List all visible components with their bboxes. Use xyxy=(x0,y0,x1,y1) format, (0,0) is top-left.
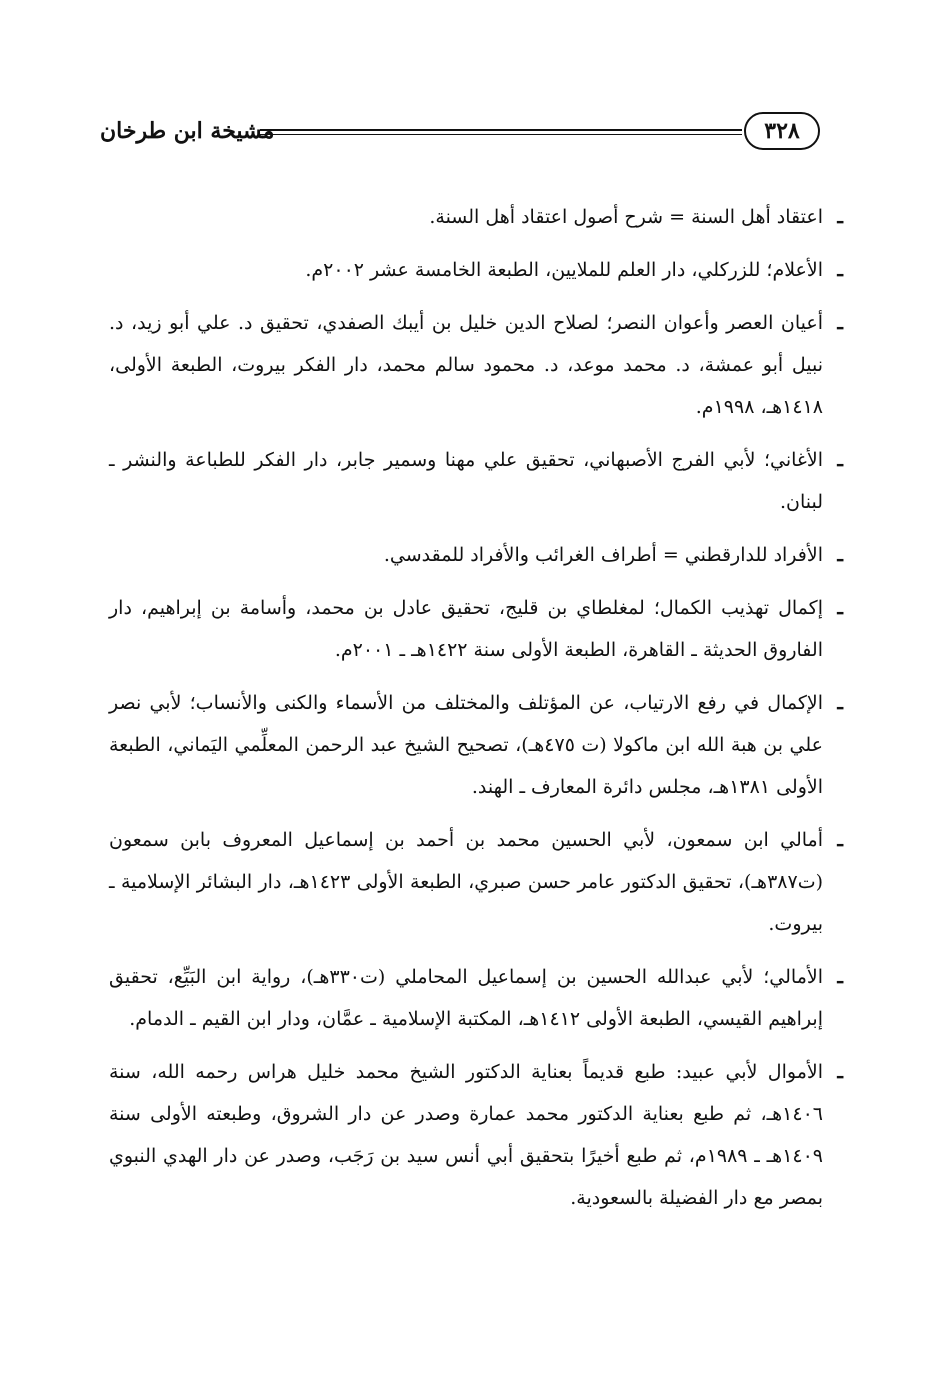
entry-marker: ـ xyxy=(837,259,843,281)
page-header xyxy=(100,112,820,156)
bibliography-entry xyxy=(109,439,843,523)
entry-text: الأغاني؛ لأبي الفرج الأصبهاني، تحقيق علي مهنا وسمير جابر، دار الفكر للطباعة والنشر ـ لبنان. xyxy=(109,449,823,513)
entry-marker: ـ xyxy=(837,597,843,619)
bibliography-entry xyxy=(109,1051,843,1219)
entry-text: أعيان العصر وأعوان النصر؛ لصلاح الدين خليل بن أيبك الصفدي، تحقيق د. علي أبو زيد، د. نبيل أبو عمشة، د. محمد موعد، د. محمود سالم محمد، دار الفكر بيروت، الطبعة الأولى، ١٤١٨هـ، ١٩٩٨م. xyxy=(109,312,823,418)
entry-marker: ـ xyxy=(837,312,843,334)
entry-marker: ـ xyxy=(837,206,843,228)
header-rule-thin xyxy=(260,134,742,135)
entry-text: الأمالي؛ لأبي عبدالله الحسين بن إسماعيل المحاملي (ت٣٣٠هـ)، رواية ابن البَيِّع، تحقيق إبراهيم القيسي، الطبعة الأولى ١٤١٢هـ، المكتبة الإسلامية ـ عمَّان، ودار ابن القيم ـ الدمام. xyxy=(109,966,823,1030)
bibliography-entry xyxy=(109,249,843,291)
entry-marker: ـ xyxy=(837,829,843,851)
bibliography-entry xyxy=(109,196,843,238)
entry-marker: ـ xyxy=(837,544,843,566)
bibliography-entry xyxy=(109,819,843,945)
entry-text: أمالي ابن سمعون، لأبي الحسين محمد بن أحمد بن إسماعيل المعروف بابن سمعون (ت٣٨٧هـ)، تحقيق الدكتور عامر حسن صبري، الطبعة الأولى ١٤٢٣هـ، دار البشائر الإسلامية ـ بيروت. xyxy=(109,829,823,935)
entry-text: الأعلام؛ للزركلي، دار العلم للملايين، الطبعة الخامسة عشر ٢٠٠٢م. xyxy=(305,259,823,281)
header-rule xyxy=(260,129,742,131)
entry-text: الإكمال في رفع الارتياب، عن المؤتلف والمختلف من الأسماء والكنى والأنساب؛ لأبي نصر علي بن هبة الله ابن ماكولا (ت ٤٧٥هـ)، تصحيح الشيخ عبد الرحمن المعلِّمي اليَماني، الطبعة الأولى ١٣٨١هـ، مجلس دائرة المعارف ـ الهند. xyxy=(109,692,824,798)
entry-text: الأموال لأبي عبيد: طبع قديماً بعناية الدكتور الشيخ محمد خليل هراس رحمه الله، سنة ١٤٠٦هـ، ثم طبع بعناية الدكتور محمد عمارة وصدر عن دار الشروق، وطبعته الأولى سنة ١٤٠٩هـ ـ ١٩٨٩م، ثم طبع أخيرًا بتحقيق أبي أنس سيد بن رَجَب، وصدر عن دار الهدي النبوي بمصر مع دار الفضيلة بالسعودية. xyxy=(109,1061,824,1209)
bibliography-list xyxy=(109,196,843,1230)
entry-marker: ـ xyxy=(837,966,843,988)
bibliography-entry xyxy=(109,302,843,428)
bibliography-entry xyxy=(109,587,843,671)
running-title: مشيخة ابن طرخان xyxy=(100,118,275,144)
bibliography-entry xyxy=(109,682,843,808)
bibliography-entry xyxy=(109,534,843,576)
entry-text: الأفراد للدارقطني = أطراف الغرائب والأفراد للمقدسي. xyxy=(383,544,823,566)
entry-marker: ـ xyxy=(837,449,843,471)
page-number: ٣٢٨ xyxy=(744,112,820,150)
entry-text: اعتقاد أهل السنة = شرح أصول اعتقاد أهل السنة. xyxy=(429,206,823,228)
entry-marker: ـ xyxy=(837,692,843,714)
bibliography-entry xyxy=(109,956,843,1040)
entry-text: إكمال تهذيب الكمال؛ لمغلطاي بن قليج، تحقيق عادل بن محمد، وأسامة بن إبراهيم، دار الفاروق الحديثة ـ القاهرة، الطبعة الأولى سنة ١٤٢٢هـ ـ ٢٠٠١م. xyxy=(109,597,823,661)
entry-marker: ـ xyxy=(837,1061,843,1083)
